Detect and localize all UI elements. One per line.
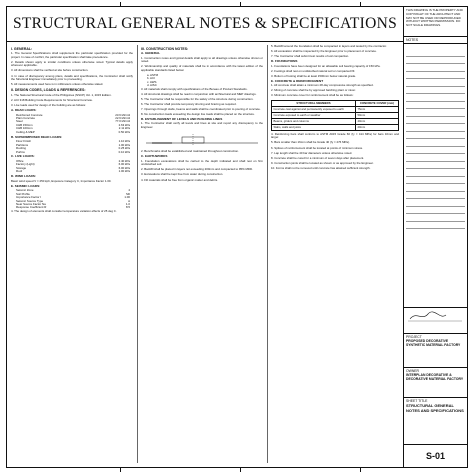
note: 1. Foundation excavations shall be carried to the depth indicated and shall rest on firm undisturbed soil.: [141, 158, 263, 167]
load-label: Roofing: [16, 146, 26, 151]
load-value: 1.00 kPa: [118, 142, 130, 147]
border-tick: [120, 468, 121, 472]
section-heading-design-codes: II. DESIGN CODES, LOADS & REFERENCES:: [11, 87, 86, 92]
superimposed-load-list: [11, 140, 133, 154]
note: 7. The Contractor shall submit test results of soil compaction.: [271, 54, 350, 59]
sheet-number-box: [404, 444, 467, 467]
owner-block: [404, 367, 467, 397]
table-header: STRUCTURAL MEMBERS: [272, 100, 356, 106]
load-value: 1.00: [124, 195, 130, 200]
note: 3. Minimum concrete cover for reinforcement shall be as follows:: [271, 93, 354, 98]
table-cell: 40mm: [355, 118, 398, 124]
load-row: [11, 131, 133, 134]
note: 4. All structural drawings shall be read in conjunction with architectural and MEP drawings.: [141, 91, 257, 96]
note: 2. Footings shall rest on undisturbed natural soil or compacted fill.: [271, 68, 356, 73]
table-header: CONCRETE COVER (mm): [355, 100, 398, 106]
standards-list: [141, 74, 263, 88]
signature-graphic: [406, 309, 464, 323]
table-cell: 20mm: [355, 124, 398, 130]
title-block: [403, 7, 467, 467]
load-value: 1.0: [125, 202, 130, 207]
copyright-note: THIS DRAWING IS THE PROPERTY AND COPYRIGHT OF THE ARCHITECT AND MAY NOT BE USED OR REPRODUCED WITHOUT WRITTEN PERMISSION. DO NOT SCALE DRAWINGS.: [404, 7, 467, 37]
subheading-earthworks: C. EARTHWORKS: [141, 154, 168, 159]
note: 3. Live loads used for design of the building are as follows:: [11, 103, 86, 107]
load-value: SD: [125, 191, 130, 196]
load-label: Steel: [16, 119, 23, 124]
load-label: Soil Profile: [16, 191, 30, 196]
subheading-foundations: D. FOUNDATIONS: [271, 59, 298, 64]
subheading-general: A. GENERAL: [141, 51, 161, 56]
note: 1. The Contractor shall verify all levels and lines at site and report any discrepancy to the Engineer.: [141, 121, 263, 129]
subheading-dead-loads: A. DEAD LOADS:: [11, 108, 37, 113]
load-value: 77.0 kN/m3: [115, 119, 130, 124]
load-label: Purlins: [16, 149, 25, 154]
column-divider: [267, 45, 268, 463]
border-tick: [360, 468, 361, 472]
load-value: 2.11 kPa: [118, 126, 130, 131]
drawing-sheet: [6, 6, 468, 468]
load-label: Seismic Zone: [16, 188, 34, 193]
load-label: Ceiling & MEP: [16, 129, 35, 134]
note: 4. Reinforcing bars shall conform to ASTM A615 Grade 60 (fy = 414 MPa) for bars 16mm and larger.: [271, 131, 399, 140]
project-block: [404, 333, 467, 367]
table-cell: Concrete cast against and permanently exposed to earth: [272, 106, 356, 112]
sheet-title: STRUCTURAL GENERAL NOTES & SPECIFICATIONS: [7, 7, 403, 42]
note: 2. Benchmarks shall be established and maintained throughout construction.: [141, 149, 239, 154]
note: 6. All excavation shall be inspected by the Engineer prior to placement of concrete.: [271, 49, 377, 54]
load-row: [11, 151, 133, 154]
load-label: CHB 150mm: [16, 122, 33, 127]
note: 8. No construction loads exceeding the design live loads shall be placed on the structure.: [141, 111, 255, 116]
load-label: Floor Finish: [16, 139, 32, 144]
note: 5. Backfill around the foundation shall be compacted in layers and tested by the contractor.: [271, 45, 387, 48]
load-label: Storage: [16, 165, 27, 170]
load-label: Partitions: [16, 142, 29, 147]
concrete-cover-table: [271, 100, 399, 131]
sheet-title-block: [404, 397, 467, 447]
table-body: [272, 106, 399, 130]
note: 5. The Contractor shall be responsible for the safety of the structure during construction.: [141, 96, 254, 101]
note: 4. Fill materials shall be free from organic matter and debris.: [141, 177, 218, 182]
note: 10. Forms shall not be removed until concrete has attained sufficient strength.: [271, 165, 371, 170]
note: 2. Workmanship and quality of materials shall be in accordance with the latest edition of the applicable standards listed below:: [141, 64, 263, 72]
load-value: 6.00 kPa: [118, 162, 130, 167]
sheet-number: S-01: [425, 451, 445, 461]
load-value: 0.10 kPa: [118, 149, 130, 154]
subheading-wind: D. WIND LOADS:: [11, 174, 36, 179]
note: 6. Splices of reinforcement shall be located at points of minimum stress.: [271, 145, 363, 150]
note: 2. Mixing of concrete shall be by approved batching plant or mixer.: [271, 88, 356, 93]
load-label: Near Source Factor Na: [16, 202, 46, 207]
note: 5. Bars smaller than 16mm shall be Grade 40 (fy = 276 MPa).: [271, 140, 350, 145]
list-item: b. ACI: [147, 76, 155, 81]
note: 2. Backfill shall be placed in layers not exceeding 200mm and compacted to 95% MDD.: [141, 167, 253, 172]
subheading-live-loads: C. LIVE LOADS:: [11, 154, 35, 159]
border-tick: [240, 468, 241, 472]
table-row: [272, 124, 399, 130]
signature-block: [404, 307, 467, 325]
note: 1. The General Specifications shall supplement the particular specification provided for the project. In case of conflict, the particular specification shall take precedence.: [11, 51, 133, 59]
load-label: Reinforced Concrete: [16, 112, 43, 117]
note: 3. All dimensions shall be verified at site before construction.: [11, 68, 89, 73]
load-row: [11, 170, 133, 173]
project-label: PROJECT: [406, 335, 422, 339]
border-tick: [240, 2, 241, 6]
note: 3. Bottom of footing shall be at least 1500mm below natural grade.: [271, 73, 357, 78]
load-value: 23.6 kN/m3: [115, 112, 130, 117]
list-item: d. AISC: [147, 83, 157, 88]
benchmark-detail-diagram: [141, 133, 263, 147]
note: 4. In case of discrepancy among plans, details and specifications, the Contractor shall notify the Structural Engineer immediately prior to proceeding.: [11, 73, 133, 81]
table-cell: 75mm: [355, 106, 398, 112]
note: 6. The Contractor shall provide temporary shoring and bracing as required.: [141, 101, 237, 106]
seismic-list: [11, 189, 133, 210]
subheading-superimposed: B. SUPERIMPOSED DEAD LOADS:: [11, 134, 63, 139]
table-cell: Beams, girders and columns: [272, 118, 356, 124]
note: 1. Construction notes and typical details shall apply to all drawings unless otherwise shown or noted.: [141, 55, 263, 64]
section-heading-general: I. GENERAL:: [11, 46, 33, 51]
note: 7. Lap length shall be 40 bar diameters unless otherwise noted.: [271, 150, 353, 155]
table-cell: 50mm: [355, 112, 398, 118]
note: 4. The design of elements shall consider temperature variation effects of 25 deg C.: [11, 208, 117, 213]
note: 1. All concrete shall attain a minimum 28-day compressive strength as specified.: [271, 83, 374, 88]
load-value: 2.63 kPa: [118, 122, 130, 127]
note: 9. Construction joints shall be located as shown or as approved by the Engineer.: [271, 160, 374, 165]
column-general-design: [11, 45, 133, 463]
load-value: 1.10 kPa: [118, 139, 130, 144]
load-value: 6.00 kPa: [118, 165, 130, 170]
note: 2. Details shown apply to similar conditions unless otherwise noted. Typical details apply wherever applicable.: [11, 59, 133, 68]
column-construction: [141, 45, 263, 463]
dead-load-list: [11, 114, 133, 135]
note: 1. The National Structural Code of the Philippines (NSCP) Vol. 1, 2015 Edition.: [11, 92, 112, 97]
owner-name: INTERPLAN DECORATIVE & DECORATIVE MATERIAL FACTORY: [406, 373, 464, 382]
note: 5. All measurements used here is in millimeters unless otherwise stated.: [11, 82, 104, 86]
note: 1. Foundations have been designed for an allowable soil bearing capacity of 150 kPa.: [271, 63, 381, 68]
load-label: Factory (Light): [16, 162, 35, 167]
subheading-levels: B. ESTABLISHMENT OF LEVELS AND BUILDING LINES: [141, 117, 223, 121]
subheading-seismic: E. SEISMIC LOADS:: [11, 183, 41, 188]
load-value: 8.5: [125, 205, 130, 210]
load-value: 2.40 kPa: [118, 158, 130, 163]
section-heading-construction: III. CONSTRUCTION NOTES:: [141, 46, 189, 51]
load-label: Plain Concrete: [16, 115, 35, 120]
note: 3. Excavations shall be kept free from water during construction.: [141, 172, 224, 177]
load-value: 22.6 kN/m3: [115, 115, 130, 120]
load-label: CHB 100mm: [16, 126, 33, 131]
load-label: Office: [16, 158, 24, 163]
note: 3. All materials shall comply with specifications of the Bureau of Product Standards.: [141, 86, 248, 91]
border-tick: [360, 2, 361, 6]
note: Basic wind speed V = 250 kph, Exposure Category C, Importance Factor 1.00.: [11, 178, 112, 183]
owner-label: OWNER: [406, 369, 419, 373]
table-cell: Slabs, walls and joists: [272, 124, 356, 130]
column-divider: [137, 45, 138, 463]
sheet-title-text: STRUCTURAL GENERAL NOTES AND SPECIFICATIONS: [406, 403, 464, 414]
live-load-list: [11, 160, 133, 174]
load-value: 4: [128, 188, 130, 193]
load-label: Response Coefficient R: [16, 205, 47, 210]
load-label: Roof: [16, 169, 23, 174]
sheet-title-label: SHEET TITLE: [406, 399, 428, 403]
note: 2. ACI 318 Building Code Requirements for Structural Concrete.: [11, 97, 93, 102]
table-cell: Concrete exposed to earth or weather: [272, 112, 356, 118]
column-foundation-concrete: [271, 45, 399, 463]
subheading-concrete: E. CONCRETE & REINFORCEMENT: [271, 78, 324, 83]
note: 8. Concrete shall be cured for a minimum of seven days after placement.: [271, 155, 365, 160]
load-value: 0.50 kPa: [118, 129, 130, 134]
load-label: Seismic Source Type: [16, 198, 44, 203]
load-value: 0.25 kPa: [118, 146, 130, 151]
project-name: PROPOSED DECORATIVE SYNTHETIC MATERIAL FACTORY: [406, 339, 461, 348]
note: 7. Openings through slabs, beams and walls shall be coordinated prior to pouring of concrete.: [141, 106, 261, 111]
load-value: 1.00 kPa: [118, 169, 130, 174]
list-item: a. ASTM: [147, 72, 159, 77]
load-label: Importance Factor I: [16, 195, 42, 200]
list-item: c. AWS: [147, 79, 157, 84]
notes-label: NOTES: [404, 37, 467, 44]
revision-lines: [406, 49, 465, 269]
load-value: A: [128, 198, 130, 203]
border-tick: [120, 2, 121, 6]
